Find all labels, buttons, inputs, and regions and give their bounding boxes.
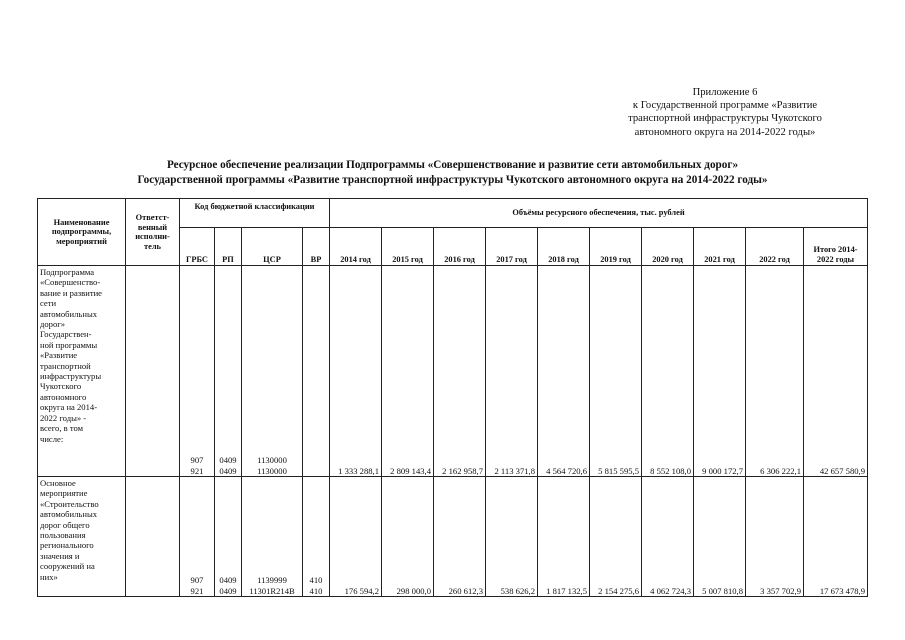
row-name-line: значения и xyxy=(40,550,80,561)
value-2019: 2 154 275,6 xyxy=(590,477,642,597)
row-name-line: сооружений на xyxy=(40,561,95,572)
csr-cell xyxy=(242,266,303,477)
header-volumes: Объёмы ресурсного обеспечения, тыс. рублей xyxy=(330,199,868,228)
row-name-line: сети xyxy=(40,298,57,309)
row-name-line: всего, в том xyxy=(40,423,84,434)
csr-cell xyxy=(242,477,303,597)
header-year-2022: 2022 год xyxy=(746,228,804,266)
value-2014: 1 333 288,1 xyxy=(330,266,382,477)
row-name-line: 2022 годы» - xyxy=(40,412,87,423)
header-total: Итого 2014-2022 годы xyxy=(804,228,868,266)
grbs-value: 921 xyxy=(190,585,204,596)
value-2014: 176 594,2 xyxy=(330,477,382,597)
value-2016: 2 162 958,7 xyxy=(434,266,486,477)
value-2015: 2 809 143,4 xyxy=(382,266,434,477)
header-year-2014: 2014 год xyxy=(330,228,382,266)
header-name: Наименование подпрограммы, мероприятий xyxy=(38,199,126,266)
row-name-line: регионального xyxy=(40,540,94,551)
header-year-2020: 2020 год xyxy=(642,228,694,266)
row-name-line: автономного xyxy=(40,391,87,402)
row-name-line: Чукотского xyxy=(40,381,82,392)
row-name-line: округа на 2014- xyxy=(40,402,98,413)
header-year-2016: 2016 год xyxy=(434,228,486,266)
header-executor: Ответст-венный исполни-тель xyxy=(126,199,180,266)
csr-value: 1130000 xyxy=(257,455,287,466)
vr-cell xyxy=(303,477,330,597)
document-title xyxy=(60,158,845,187)
value-2022: 3 357 702,9 xyxy=(746,477,804,597)
value-2015: 298 000,0 xyxy=(382,477,434,597)
rp-value: 0409 xyxy=(219,575,237,586)
row-name-line: мероприятие xyxy=(40,488,88,499)
table-row xyxy=(38,477,868,597)
row-name-line: Государствен- xyxy=(40,329,92,340)
header-csr: ЦСР xyxy=(242,228,303,266)
title-line-1: Ресурсное обеспечение реализации Подпрограммы «Совершенствование и развитие сети автомобильных дорог» xyxy=(166,159,739,171)
header-year-2021: 2021 год xyxy=(694,228,746,266)
value-2021: 9 000 172,7 xyxy=(694,266,746,477)
appendix-line: автономного округа на 2014-2022 годы» xyxy=(634,126,816,138)
table-row xyxy=(38,266,868,477)
appendix-line: к Государственной программе «Развитие xyxy=(632,100,818,112)
value-2021: 5 007 810,8 xyxy=(694,477,746,597)
header-year-2017: 2017 год xyxy=(486,228,538,266)
grbs-value: 921 xyxy=(190,465,204,476)
title-line-2: Государственной программы «Развитие транспортной инфраструктуры Чукотского автономного округа на 2014-2022 годы» xyxy=(137,173,768,186)
rp-value: 0409 xyxy=(219,465,237,476)
appendix-note xyxy=(560,86,890,139)
header-year-2015: 2015 год xyxy=(382,228,434,266)
row-name-line: автомобильных xyxy=(40,509,98,520)
csr-value: 11301R214В xyxy=(249,585,295,596)
vr-cell xyxy=(303,266,330,477)
value-2016: 260 612,3 xyxy=(434,477,486,597)
executor-cell xyxy=(126,266,180,477)
rp-cell xyxy=(215,266,242,477)
row-name-line: «Строительство xyxy=(40,498,99,509)
value-total: 42 657 580,9 xyxy=(804,266,868,477)
header-grbs: ГРБС xyxy=(180,228,215,266)
value-2018: 4 564 720,6 xyxy=(538,266,590,477)
grbs-value: 907 xyxy=(190,455,204,466)
grbs-value: 907 xyxy=(190,575,204,586)
row-name-line: инфраструктуры xyxy=(40,371,102,382)
row-name-line: них» xyxy=(40,571,58,582)
csr-value: 1130000 xyxy=(257,465,287,476)
row-name-line: вание и развитие xyxy=(40,287,102,298)
header-year-2018: 2018 год xyxy=(538,228,590,266)
row-name-line: автомобильных xyxy=(40,308,98,319)
header-year-2019: 2019 год xyxy=(590,228,642,266)
row-name-cell xyxy=(38,266,126,477)
executor-cell xyxy=(126,477,180,597)
row-name-cell xyxy=(38,477,126,597)
row-name-line: Основное xyxy=(40,478,76,488)
row-name-line: дорог общего xyxy=(40,519,90,530)
row-name-line: транспортной xyxy=(40,360,91,371)
header-vr: ВР xyxy=(303,228,330,266)
value-2022: 6 306 222,1 xyxy=(746,266,804,477)
rp-value: 0409 xyxy=(219,585,237,596)
rp-cell xyxy=(215,477,242,597)
row-name-line: дорог» xyxy=(40,319,66,330)
row-name-line: числе: xyxy=(40,433,64,444)
vr-value: 410 xyxy=(309,575,323,586)
grbs-cell xyxy=(180,266,215,477)
value-2017: 538 626,2 xyxy=(486,477,538,597)
row-name-line: ной программы xyxy=(40,339,98,350)
grbs-cell xyxy=(180,477,215,597)
appendix-line: Приложение 6 xyxy=(692,87,758,98)
rp-value: 0409 xyxy=(219,455,237,466)
row-name-line: «Совершенство- xyxy=(40,277,101,288)
header-budget-code: Код бюджетной классификации xyxy=(180,199,330,228)
row-name-line: Подпрограмма xyxy=(40,267,95,277)
value-2020: 4 062 724,3 xyxy=(642,477,694,597)
csr-value: 1139999 xyxy=(257,575,287,586)
vr-value: 410 xyxy=(309,585,323,596)
resource-table xyxy=(37,198,868,597)
row-name-line: пользования xyxy=(40,530,86,541)
header-rp: РП xyxy=(215,228,242,266)
value-2020: 8 552 108,0 xyxy=(642,266,694,477)
value-2017: 2 113 371,8 xyxy=(486,266,538,477)
value-total: 17 673 478,9 xyxy=(804,477,868,597)
row-name-line: «Развитие xyxy=(40,350,78,361)
value-2018: 1 817 132,5 xyxy=(538,477,590,597)
appendix-line: транспортной инфраструктуры Чукотского xyxy=(628,113,822,125)
value-2019: 5 815 595,5 xyxy=(590,266,642,477)
